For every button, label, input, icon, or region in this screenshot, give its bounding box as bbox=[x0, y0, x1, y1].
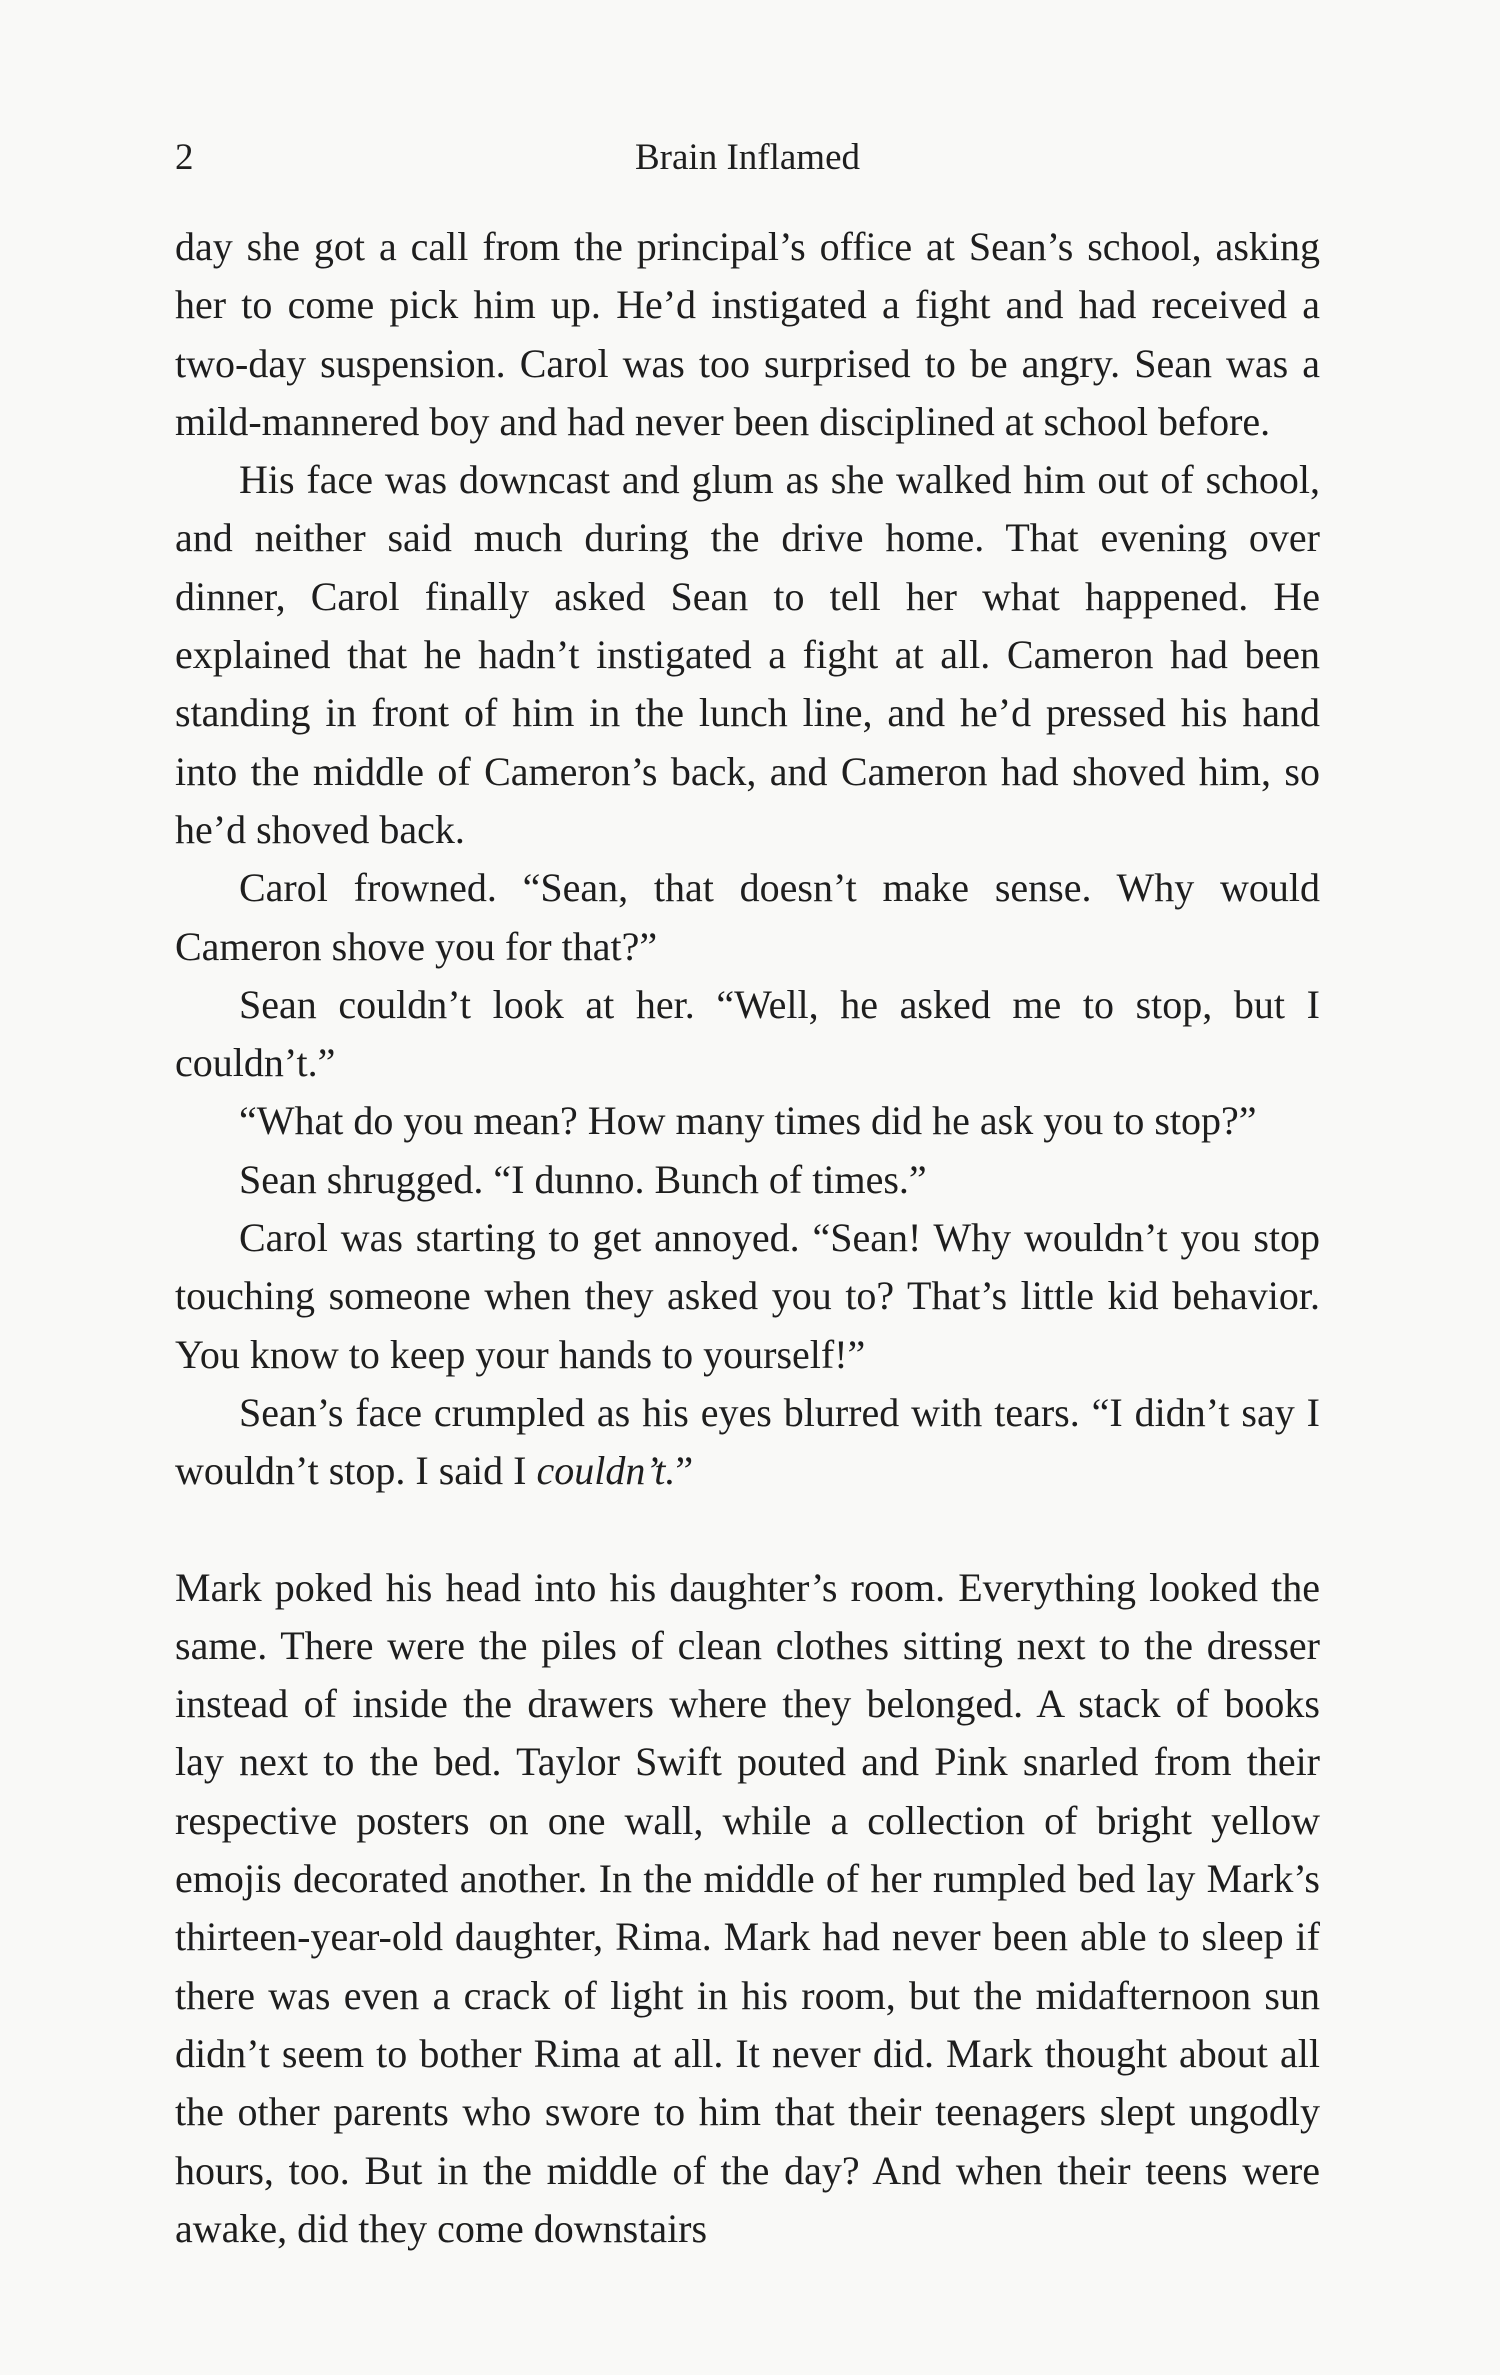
paragraph: Sean shrugged. “I dunno. Bunch of times.” bbox=[239, 1156, 927, 1202]
paragraph: Carol was starting to get annoyed. “Sean! Why wouldn’t you stop touching someone when they asked you to? That’s little kid behavior. You know to keep your hands to yourself!” bbox=[175, 1215, 1320, 1377]
body-text bbox=[175, 218, 1320, 2258]
page-header bbox=[175, 128, 1320, 188]
section-opening-paragraph: Mark poked his head into his daughter’s room. Everything looked the same. There were the piles of clean clothes sitting next to the dresser instead of inside the drawers where they belonged. A stack of books lay next to the bed. Taylor Swift pouted and Pink snarled from their respective posters on one wall, while a collection of bright yellow emojis decorated another. In the middle of her rumpled bed lay Mark’s thirteen-year-old daughter, Rima. Mark had never been able to sleep if there was even a crack of light in his room, but the midafternoon sun didn’t seem to bother Rima at all. It never did. Mark thought about all the other parents who swore to him that their teenagers slept ungodly hours, too. But in the middle of the day? And when their teens were awake, did they come downstairs bbox=[175, 1564, 1320, 2251]
paragraph: Carol frowned. “Sean, that doesn’t make sense. Why would Cameron shove you for that?” bbox=[175, 865, 1320, 969]
paragraph-text: Sean’s face crumpled as his eyes blurred with tears. “I didn’t say I wouldn’t stop. I said I bbox=[175, 1389, 1320, 1494]
emphasized-text: couldn’t. bbox=[536, 1448, 676, 1494]
paragraph: Sean couldn’t look at her. “Well, he asked me to stop, but I couldn’t.” bbox=[175, 981, 1320, 1086]
paragraph: day she got a call from the principal’s office at Sean’s school, asking her to come pick him up. He’d instigated a fight and had received a two-day suspension. Carol was too surprised to be angry. Sean was a mild-mannered boy and had never been disciplined at school before. bbox=[175, 224, 1320, 444]
paragraph: “What do you mean? How many times did he ask you to stop?” bbox=[239, 1098, 1257, 1144]
paragraph: His face was downcast and glum as she walked him out of school, and neither said much during the drive home. That evening over dinner, Carol finally asked Sean to tell her what happened. He explained that he hadn’t instigated a fight at all. Cameron had been standing in front of him in the lunch line, and he’d pressed his hand into the middle of Cameron’s back, and Cameron had shoved him, so he’d shoved back. bbox=[175, 457, 1320, 852]
running-title: Brain Inflamed bbox=[635, 137, 860, 178]
paragraph bbox=[175, 1384, 1320, 1501]
paragraph-text: ” bbox=[675, 1448, 694, 1494]
page-number: 2 bbox=[175, 137, 194, 178]
